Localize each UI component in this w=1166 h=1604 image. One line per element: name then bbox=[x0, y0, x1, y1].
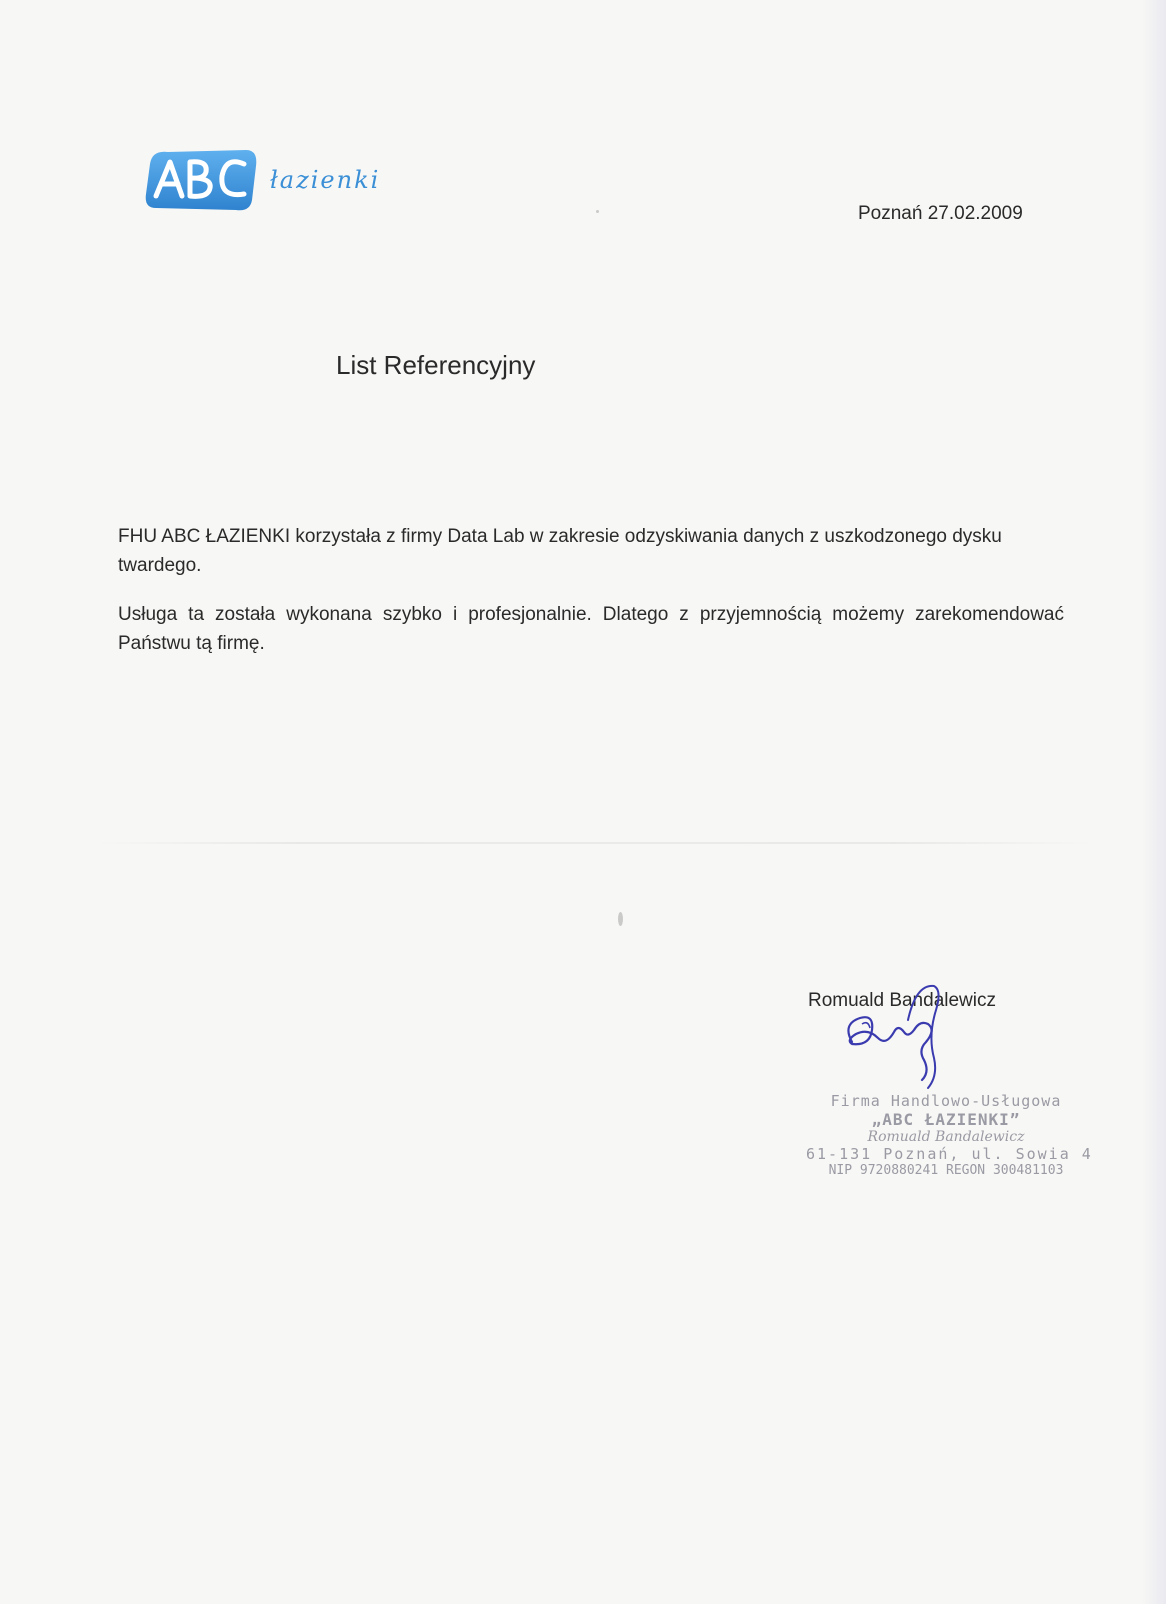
body-paragraph: Usługa ta została wykonana szybko i profesjonalnie. Dlatego z przyjemnością możemy zarekomendować Państwu tą firmę. bbox=[118, 604, 1064, 654]
letter-title: List Referencyjny bbox=[336, 350, 536, 380]
abc-badge-logo bbox=[142, 146, 262, 214]
handwritten-signature bbox=[838, 980, 958, 1090]
scan-edge-shadow bbox=[1142, 0, 1166, 1604]
stamp-line: NIP 9720880241 REGON 300481103 bbox=[828, 1163, 1064, 1178]
stamp-line: 61-131 Poznań, ul. Sowia 4 bbox=[806, 1145, 1093, 1163]
signer-name: Romuald Bandalewicz bbox=[808, 990, 996, 1011]
body-paragraph: FHU ABC ŁAZIENKI korzystała z firmy Data Lab w zakresie odzyskiwania danych z uszkodzonego dysku twardego. bbox=[118, 526, 1002, 576]
logo-script-text: łazienki bbox=[270, 166, 381, 194]
scan-fold-line bbox=[95, 842, 1095, 844]
company-stamp bbox=[806, 1092, 1093, 1178]
stamp-line: Romuald Bandalewicz bbox=[867, 1129, 1025, 1145]
company-logo bbox=[142, 140, 412, 220]
stamp-line: Firma Handlowo-Usługowa bbox=[830, 1092, 1062, 1110]
scan-speck bbox=[596, 210, 599, 213]
scan-speck bbox=[618, 912, 623, 926]
stamp-line: „ABC ŁAZIENKI” bbox=[871, 1110, 1021, 1129]
letter-date: Poznań 27.02.2009 bbox=[858, 203, 1023, 224]
